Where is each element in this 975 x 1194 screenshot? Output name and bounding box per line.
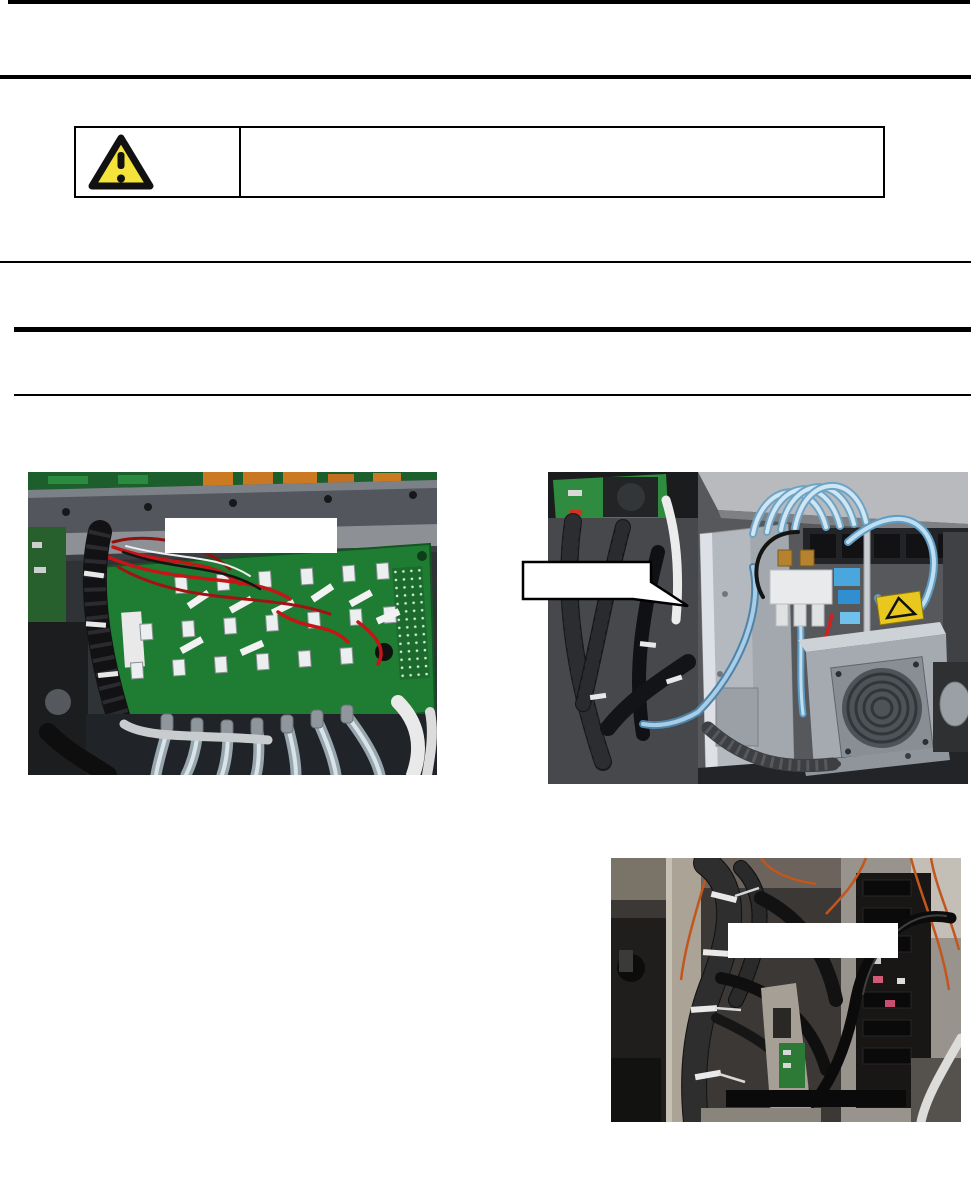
header-rule-top xyxy=(8,0,970,4)
blank-label-figure3 xyxy=(728,923,898,958)
header-rule-bottom xyxy=(0,75,971,79)
figure-board-photo xyxy=(28,472,437,775)
fan-box xyxy=(798,622,950,770)
warning-text xyxy=(241,128,883,196)
section-rule-thick xyxy=(14,327,971,332)
bottom-bar xyxy=(726,1090,906,1107)
divider-rule-thin-upper xyxy=(0,261,971,263)
cable-harness-photo xyxy=(611,858,961,1122)
fan-grill xyxy=(831,657,934,760)
warning-triangle-icon xyxy=(88,133,154,191)
warning-icon-cell xyxy=(76,128,241,196)
blank-label-figure1 xyxy=(165,518,337,553)
warning-box xyxy=(74,126,885,198)
callout-text xyxy=(530,566,646,594)
callout-bubble xyxy=(520,558,702,620)
figure-assembly-photo xyxy=(548,472,968,784)
section-rule-thin xyxy=(14,394,971,396)
warning-sticker xyxy=(876,591,923,625)
pump-assembly-photo xyxy=(548,472,968,784)
figure-harness-photo xyxy=(611,858,961,1122)
